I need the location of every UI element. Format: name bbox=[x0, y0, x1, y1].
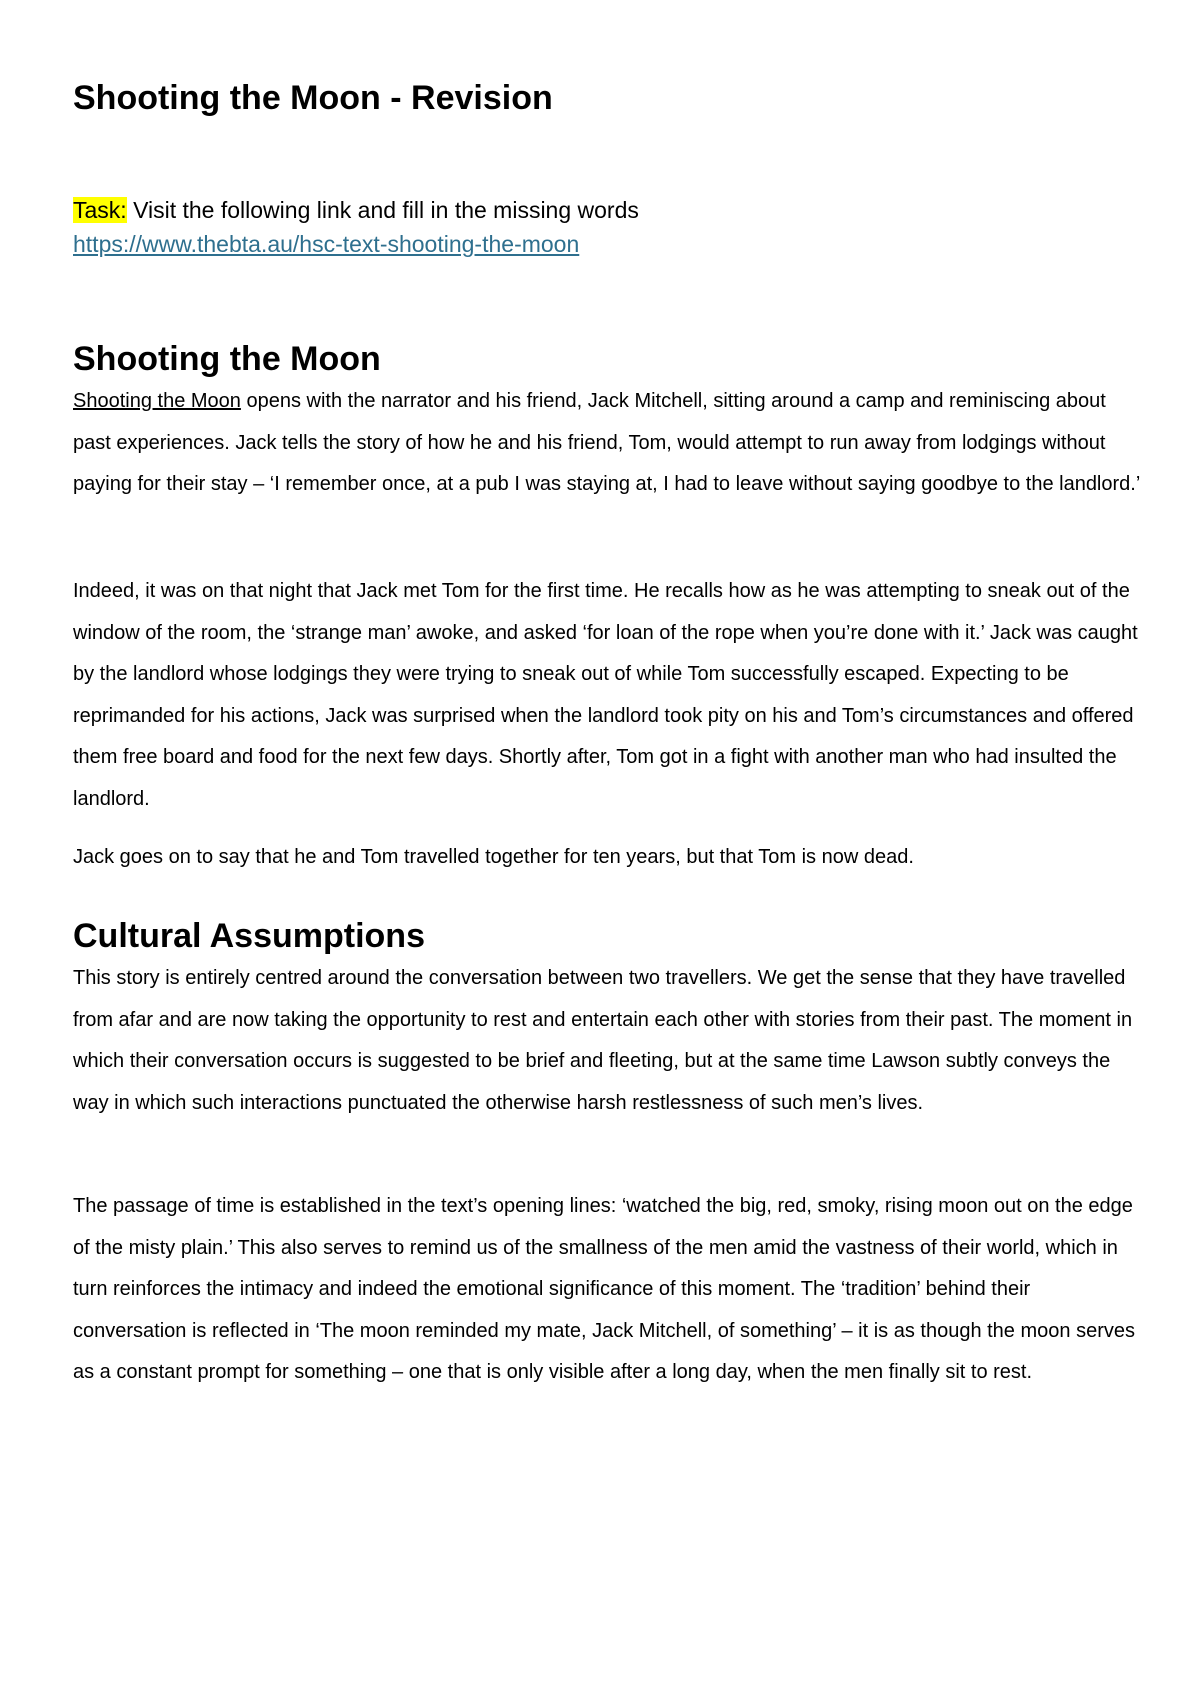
task-link[interactable]: https://www.thebta.au/hsc-text-shooting-the-moon bbox=[73, 231, 580, 257]
paragraph-summary-3: Jack goes on to say that he and Tom travelled together for ten years, but that Tom is now dead. bbox=[73, 846, 914, 868]
section-heading-shooting-the-moon: Shooting the Moon bbox=[73, 340, 381, 378]
story-title-reference: Shooting the Moon bbox=[73, 390, 241, 412]
paragraph-cultural-1: This story is entirely centred around the conversation between two travellers. We get the sense that they have travelled from afar and are now taking the opportunity to rest and entertain each other with stories from their past. The moment in which their conversation occurs is suggested to be brief and fleeting, but at the same time Lawson subtly conveys the way in which such interactions punctuated the otherwise harsh restlessness of such men’s lives. bbox=[73, 967, 1133, 1114]
document-title: Shooting the Moon - Revision bbox=[73, 79, 553, 117]
paragraph-summary-1 bbox=[73, 381, 1148, 506]
paragraph-cultural-2: The passage of time is established in the text’s opening lines: ‘watched the big, red, smoky, rising moon out on the edge of the misty plain.’ This also serves to remind us of the smallness of the men amid the vastness of their world, which in turn reinforces the intimacy and indeed the emotional significance of this moment. The ‘tradition’ behind their conversation is reflected in ‘The moon reminded my mate, Jack Mitchell, of something’ – it is as though the moon serves as a constant prompt for something – one that is only visible after a long day, when the men finally sit to rest. bbox=[73, 1195, 1135, 1383]
paragraph-text: opens with the narrator and his friend, Jack Mitchell, sitting around a camp and reminiscing about past experiences. Jack tells the story of how he and his friend, Tom, would attempt to run away from lodgings without paying for their stay – ‘I remember once, at a pub I was staying at, I had to leave without saying goodbye to the landlord.’ bbox=[73, 390, 1141, 495]
paragraph-summary-2: Indeed, it was on that night that Jack met Tom for the first time. He recalls how as he was attempting to sneak out of the window of the room, the ‘strange man’ awoke, and asked ‘for loan of the rope when you’re done with it.’ Jack was caught by the landlord whose lodgings they were trying to sneak out of while Tom successfully escaped. Expecting to be reprimanded for his actions, Jack was surprised when the landlord took pity on his and Tom’s circumstances and offered them free board and food for the next few days. Shortly after, Tom got in a fight with another man who had insulted the landlord. bbox=[73, 580, 1138, 810]
task-instruction: Visit the following link and fill in the missing words bbox=[126, 197, 639, 223]
section-heading-cultural-assumptions: Cultural Assumptions bbox=[73, 917, 425, 955]
task-label: Task: bbox=[73, 197, 127, 223]
task-block bbox=[73, 193, 639, 261]
